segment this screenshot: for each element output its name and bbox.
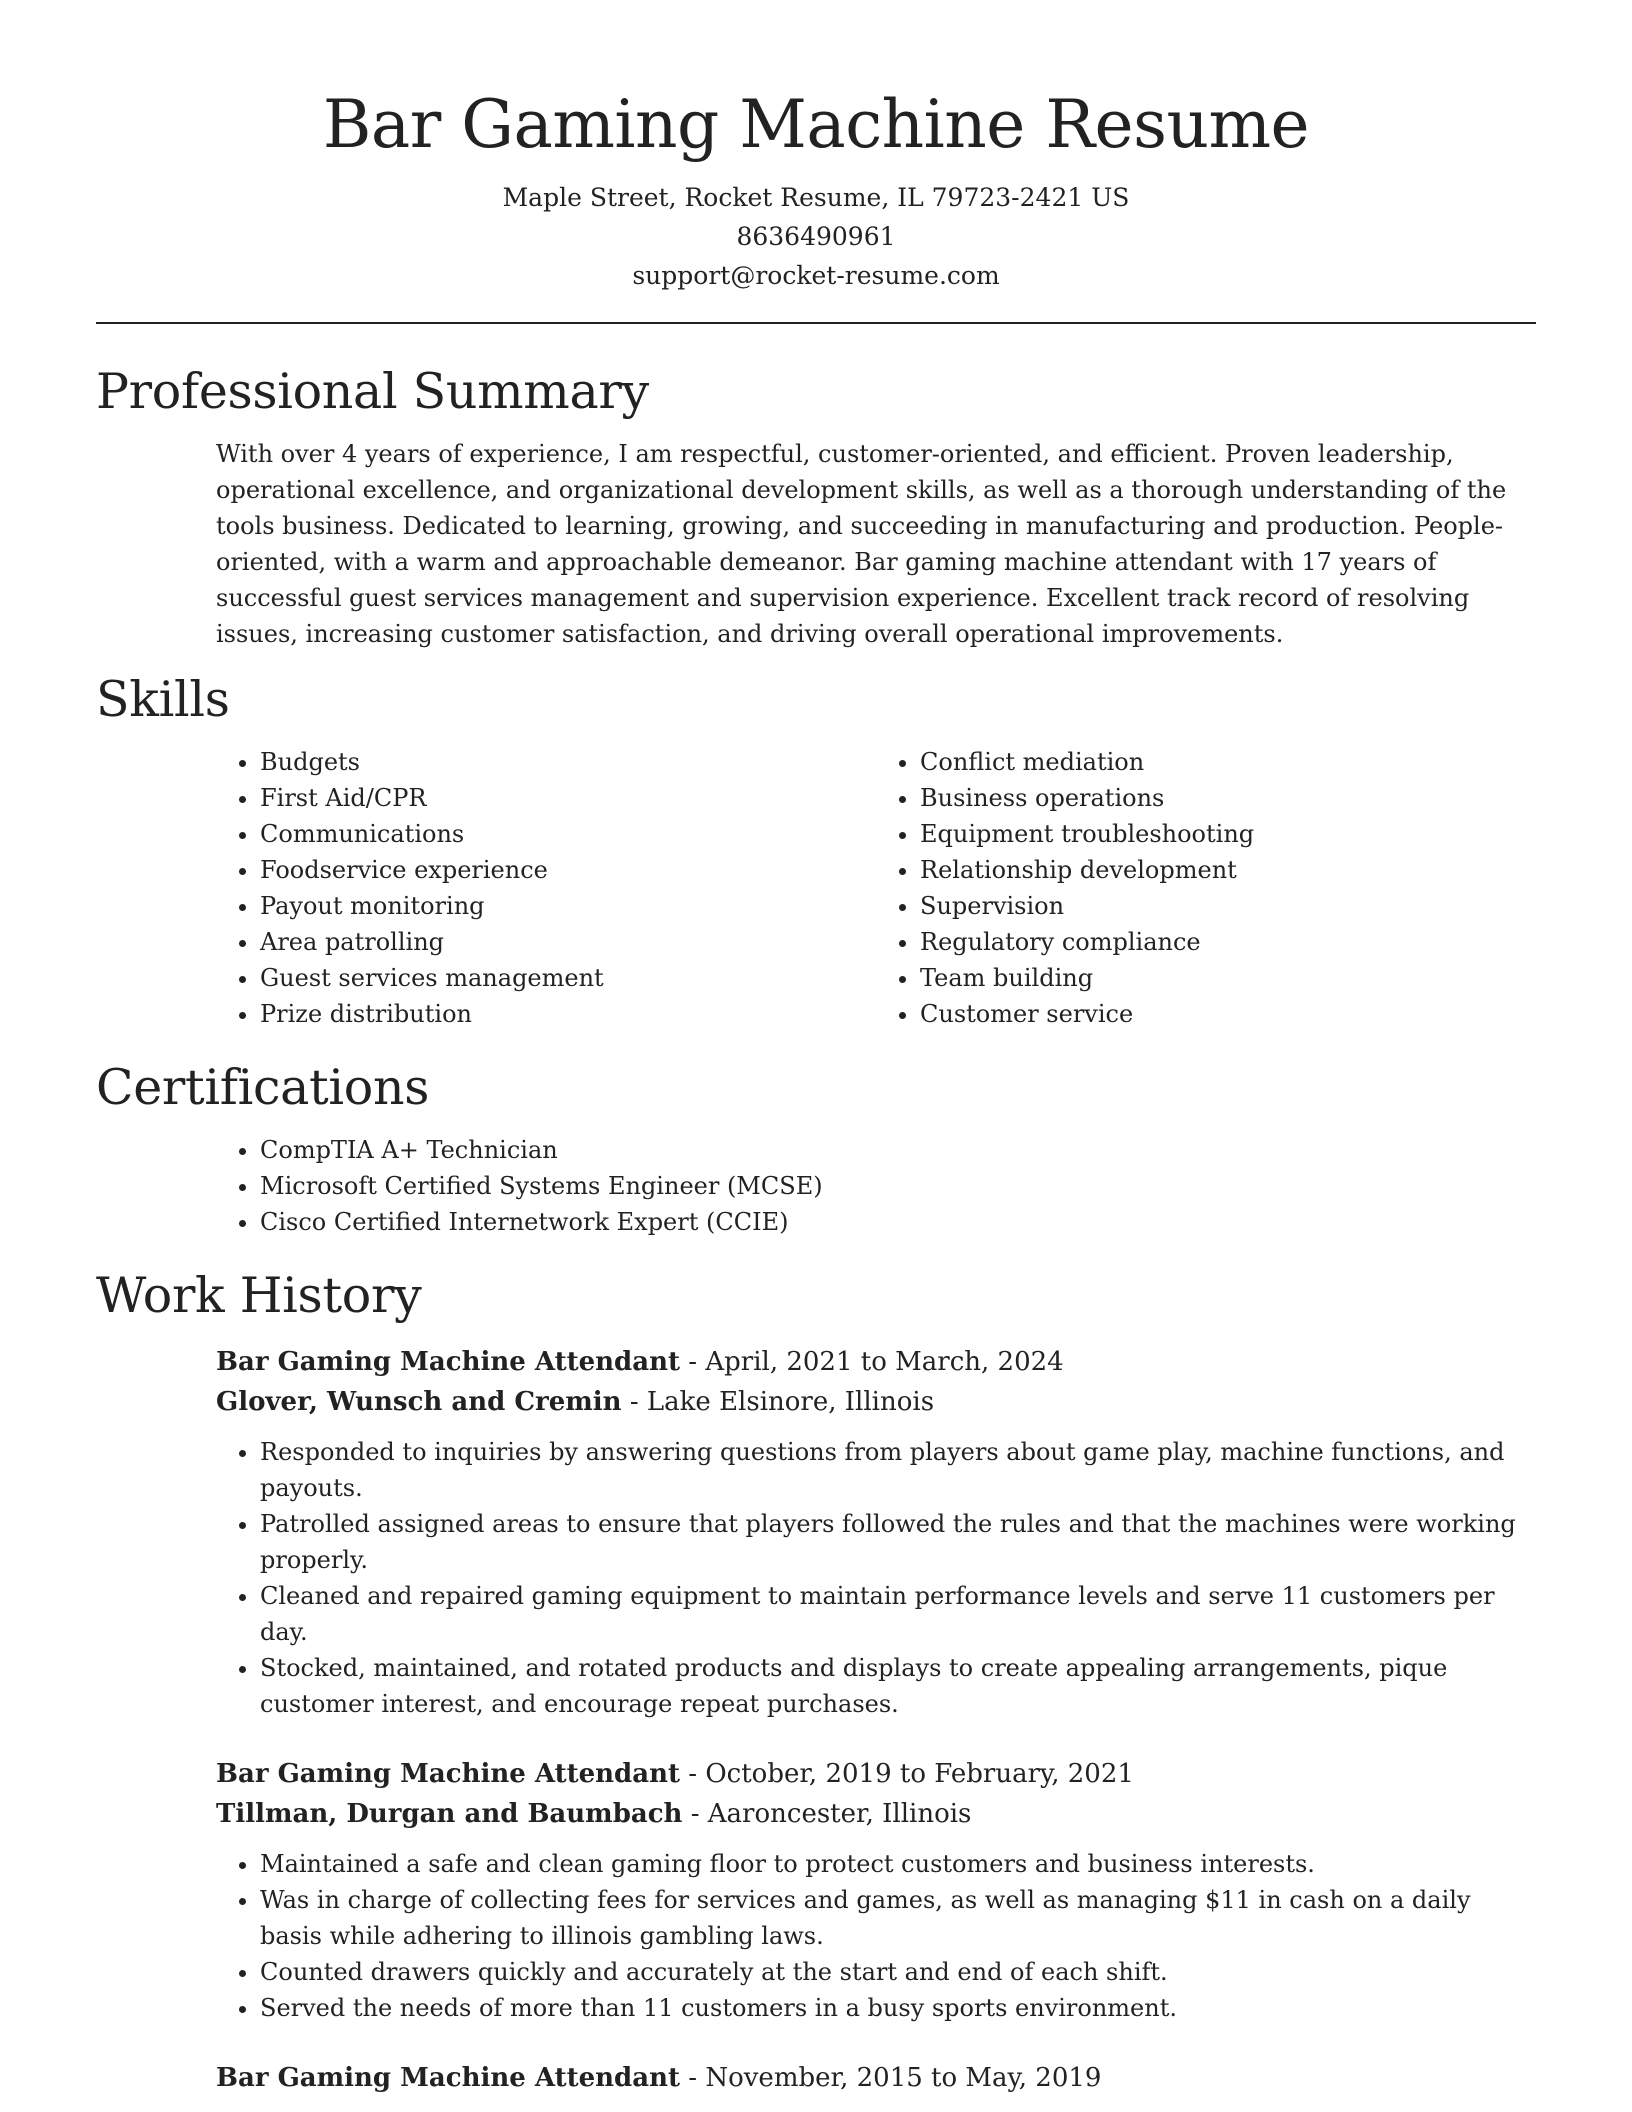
list-item: • Cisco Certified Internetwork Expert (CCIE) [260,1204,1536,1240]
list-item: • Area patrolling [260,924,876,960]
work-history-heading: Work History [96,1267,422,1324]
job-company: Tillman, Durgan and Baumbach [216,1799,683,1829]
job-separator: - [688,1347,706,1377]
skills-section [96,670,1536,1032]
contact-email: support@rocket-resume.com [632,261,1000,290]
list-item: • Stocked, maintained, and rotated products and displays to create appealing arrangements, pique customer interest, and encourage repeat purchases. [260,1650,1536,1722]
resume-page [96,0,1536,2098]
job-separator: - [688,1759,706,1789]
list-item: • CompTIA A+ Technician [260,1132,1536,1168]
job-title-line [216,2058,1536,2098]
list-item: • Supervision [920,888,1536,924]
job-separator: - [688,2063,706,2093]
list-item: • Served the needs of more than 11 customers in a busy sports environment. [260,1990,1536,2026]
header-divider [96,322,1536,324]
job-separator: - [690,1799,708,1829]
list-item: • Guest services management [260,960,876,996]
list-item: • Responded to inquiries by answering questions from players about game play, machine functions, and payouts. [260,1434,1536,1506]
job-company-line [216,1382,1536,1422]
job-location: Lake Elsinore, Illinois [646,1387,935,1417]
list-item: • Equipment troubleshooting [920,816,1536,852]
list-item: • Counted drawers quickly and accurately at the start and end of each shift. [260,1954,1536,1990]
resume-title: Bar Gaming Machine Resume [322,86,1310,163]
list-item: • Prize distribution [260,996,876,1032]
list-item: • Cleaned and repaired gaming equipment to maintain performance levels and serve 11 customers per day. [260,1578,1536,1650]
job-separator: - [629,1387,647,1417]
job-title: Bar Gaming Machine Attendant [216,1759,681,1789]
job-dates: April, 2021 to March, 2024 [705,1347,1064,1377]
certifications-list [216,1132,1536,1240]
list-item: • Budgets [260,744,876,780]
job-title: Bar Gaming Machine Attendant [216,1347,681,1377]
certifications-section [96,1058,1536,1240]
job-bullets [216,1434,1536,1722]
list-item: • Team building [920,960,1536,996]
contact-phone: 8636490961 [736,222,896,251]
list-item: • Patrolled assigned areas to ensure that players followed the rules and that the machines were working properly. [260,1506,1536,1578]
job-dates: November, 2015 to May, 2019 [705,2063,1102,2093]
list-item: • Payout monitoring [260,888,876,924]
job-entry [216,1754,1536,1834]
work-history-section [96,1266,1536,2098]
skills-columns [216,744,1536,1032]
summary-heading: Professional Summary [96,363,649,420]
list-item: • Relationship development [920,852,1536,888]
certifications-heading: Certifications [96,1059,430,1116]
job-entry [216,1342,1536,1422]
list-item: • Customer service [920,996,1536,1032]
skills-list-left [216,744,876,1032]
list-item: • Maintained a safe and clean gaming floor to protect customers and business interests. [260,1846,1536,1882]
contact-info [96,178,1536,295]
list-item: • First Aid/CPR [260,780,876,816]
job-location: Aaroncester, Illinois [707,1799,972,1829]
job-company: Glover, Wunsch and Cremin [216,1387,622,1417]
skills-heading: Skills [96,671,230,728]
list-item: • Microsoft Certified Systems Engineer (MCSE) [260,1168,1536,1204]
summary-text: With over 4 years of experience, I am respectful, customer-oriented, and efficient. Proven leadership, operational excellence, and organizational development skills, as well as a thorough understanding of the tools business. Dedicated to learning, growing, and succeeding in manufacturing and production. People-oriented, with a warm and approachable demeanor. Bar gaming machine attendant with 17 years of successful guest services management and supervision experience. Excellent track record of resolving issues, increasing customer satisfaction, and driving overall operational improvements. [216,440,1507,648]
job-bullets [216,1846,1536,2026]
job-title: Bar Gaming Machine Attendant [216,2063,681,2093]
summary-section [96,362,1536,652]
list-item: • Was in charge of collecting fees for services and games, as well as managing $11 in cash on a daily basis while adhering to illinois gambling laws. [260,1882,1536,1954]
list-item: • Communications [260,816,876,852]
skills-list-right [876,744,1536,1032]
job-company-line [216,1794,1536,1834]
list-item: • Foodservice experience [260,852,876,888]
job-dates: October, 2019 to February, 2021 [705,1759,1134,1789]
job-title-line [216,1754,1536,1794]
list-item: • Business operations [920,780,1536,816]
list-item: • Regulatory compliance [920,924,1536,960]
job-entry [216,2058,1536,2098]
list-item: • Conflict mediation [920,744,1536,780]
contact-address: Maple Street, Rocket Resume, IL 79723-2421 US [502,183,1130,212]
job-title-line [216,1342,1536,1382]
